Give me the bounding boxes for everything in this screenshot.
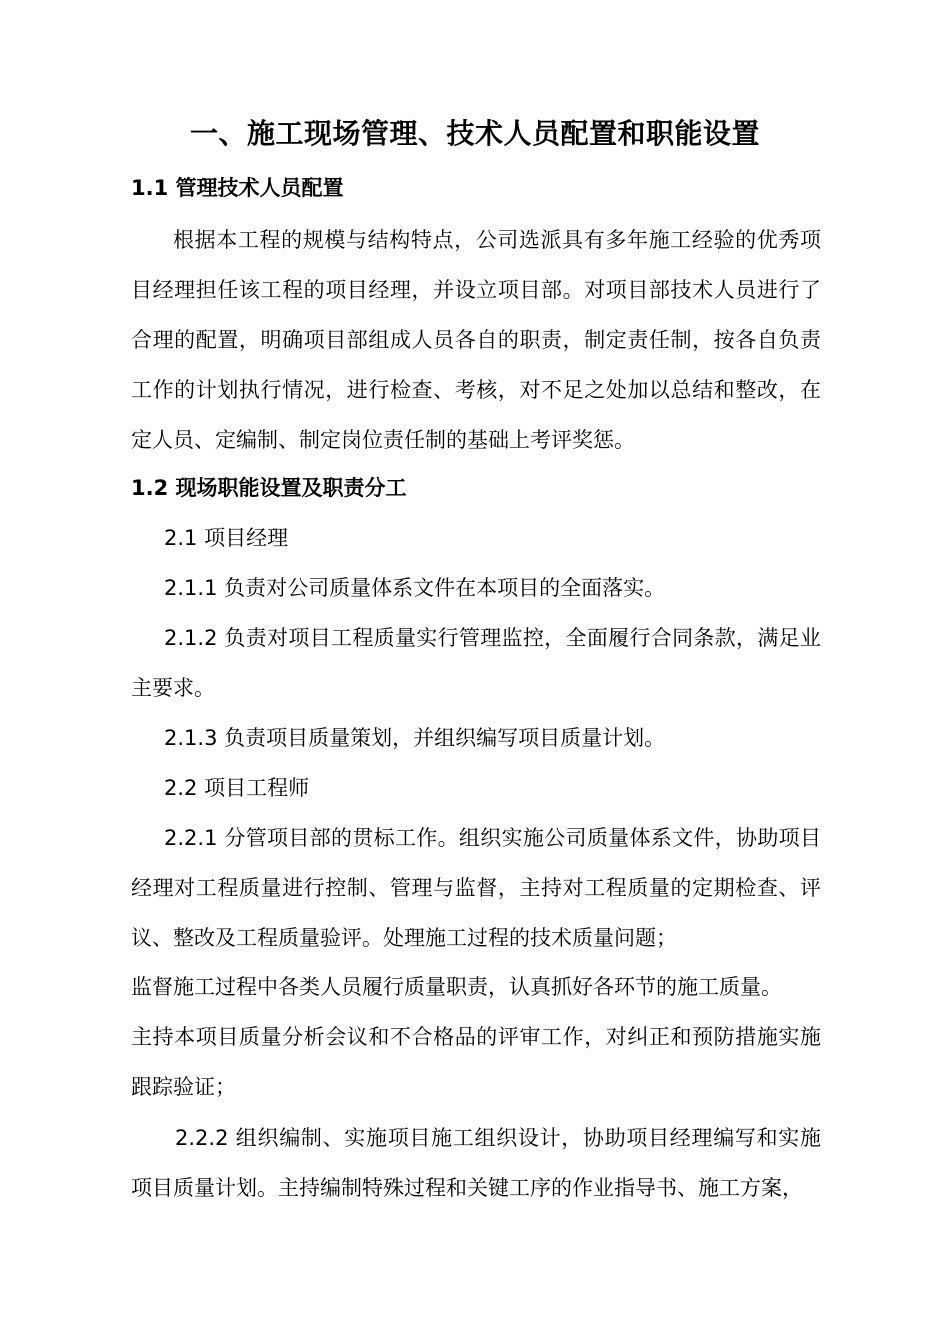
- item-2-2-1: 2.2.1 分管项目部的贯标工作。组织实施公司质量体系文件，协助项目经理对工程质量进行控制、管理与监督，主持对工程质量的定期检查、评议、整改及工程质量验评。处理施工过程的技术质量问题；: [131, 826, 821, 950]
- item-2-2-2: 2.2.2 组织编制、实施项目施工组织设计，协助项目经理编写和实施项目质量计划。主持编制特殊过程和关键工序的作业指导书、施工方案，: [131, 1126, 821, 1200]
- item-2-1-project-manager: 2.1 项目经理: [164, 526, 289, 550]
- preside-paragraph: 主持本项目质量分析会议和不合格品的评审工作，对纠正和预防措施实施跟踪验证；: [131, 1025, 821, 1099]
- section-heading-1-2: 1.2 现场职能设置及职责分工: [131, 476, 407, 500]
- section-1-1-paragraph: 根据本工程的规模与结构特点，公司选派具有多年施工经验的优秀项目经理担任该工程的项目经理，并设立项目部。对项目部技术人员进行了合理的配置，明确项目部组成人员各自的职责，制定责任制，按各自负责工作的计划执行情况，进行检查、考核，对不足之处加以总结和整改，在定人员、定编制、制定岗位责任制的基础上考评奖惩。: [131, 228, 821, 452]
- item-2-1-1: 2.1.1 负责对公司质量体系文件在本项目的全面落实。: [164, 576, 666, 600]
- section-heading-1-1: 1.1 管理技术人员配置: [131, 176, 344, 200]
- item-2-1-2: 2.1.2 负责对项目工程质量实行管理监控，全面履行合同条款，满足业主要求。: [131, 626, 821, 700]
- document-title: 一、施工现场管理、技术人员配置和职能设置: [189, 117, 760, 150]
- item-2-1-3: 2.1.3 负责项目质量策划，并组织编写项目质量计划。: [164, 726, 666, 750]
- supervise-line: 监督施工过程中各类人员履行质量职责，认真抓好各环节的施工质量。: [131, 975, 782, 999]
- item-2-2-project-engineer: 2.2 项目工程师: [164, 776, 310, 800]
